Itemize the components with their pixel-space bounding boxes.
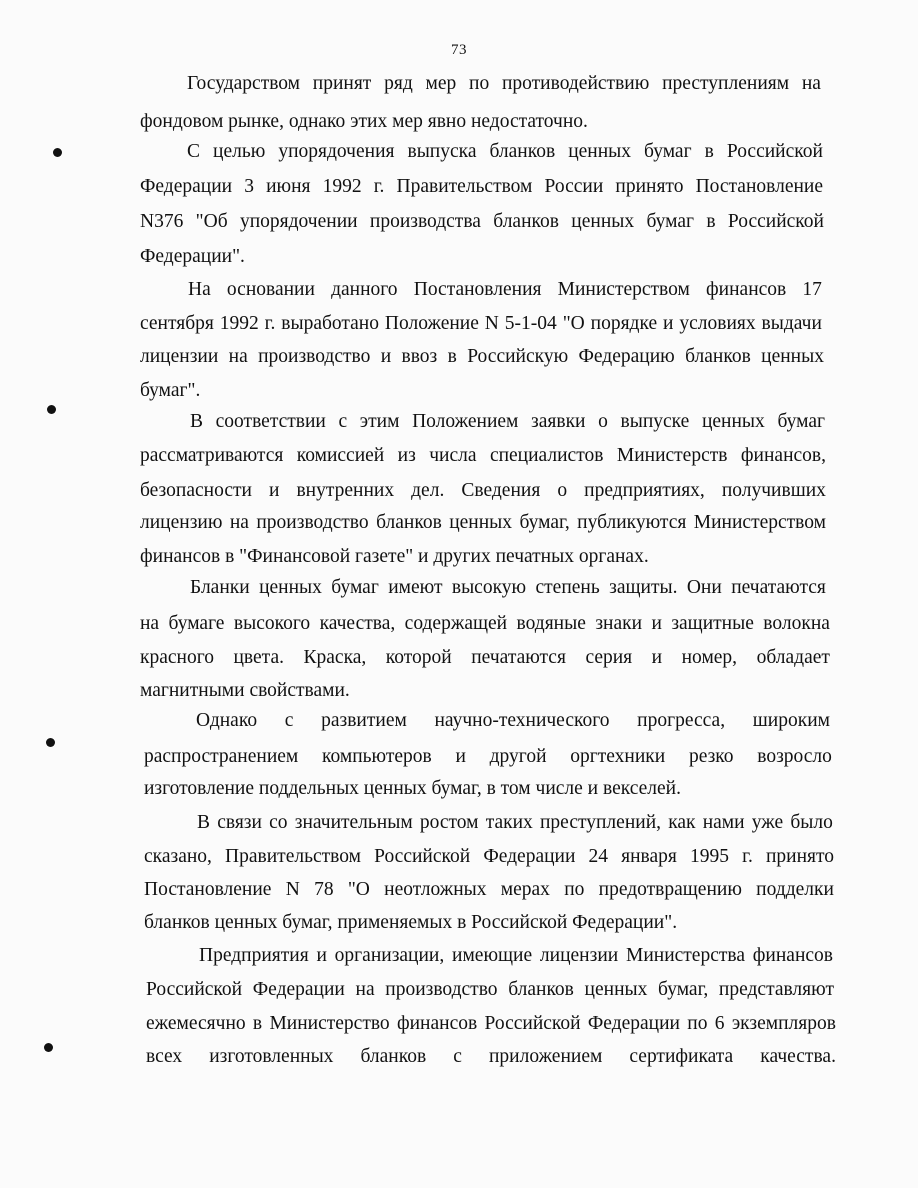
- word: Министерство: [269, 1013, 390, 1034]
- word: было: [790, 812, 833, 833]
- word: финансов: [706, 279, 787, 300]
- word: имеющие: [452, 945, 533, 966]
- word: получивших: [721, 480, 826, 501]
- word: с: [284, 710, 294, 731]
- word: Государством: [187, 73, 301, 94]
- text-line: [140, 612, 830, 636]
- word: ценных: [571, 211, 635, 232]
- text-line: [140, 511, 826, 535]
- word: оргтехники: [570, 746, 666, 767]
- word: качества,: [319, 613, 396, 634]
- word: финансов,: [740, 445, 826, 466]
- word: 1992: [219, 313, 259, 334]
- word: публикуются: [577, 512, 687, 533]
- word: лицензии: [539, 945, 619, 966]
- word: ценных: [568, 141, 632, 162]
- word: возросло: [757, 746, 832, 767]
- text-line: изготовление поддельных ценных бумаг, в том числе и векселей.: [144, 778, 681, 799]
- text-line: [196, 709, 830, 733]
- word: Федерации: [587, 1013, 680, 1034]
- word: и: [663, 313, 674, 334]
- word: данного: [331, 279, 398, 300]
- text-line: [199, 944, 833, 968]
- word: всех: [146, 1046, 183, 1067]
- text-line: [140, 312, 822, 336]
- word: "О: [347, 879, 370, 900]
- word: комиссией: [296, 445, 385, 466]
- word: "Об: [195, 211, 228, 232]
- word: Российской: [484, 1013, 581, 1034]
- word: печатаются: [731, 577, 826, 598]
- word: N376: [140, 211, 184, 232]
- page-number: 73: [451, 42, 467, 58]
- word: преступлений,: [540, 812, 661, 833]
- word: качества.: [760, 1046, 836, 1067]
- word: ценных: [584, 979, 648, 1000]
- word: бланков: [508, 979, 574, 1000]
- word: ввоз: [401, 346, 438, 367]
- word: июня: [266, 176, 311, 197]
- word: лицензии: [140, 346, 219, 367]
- text-line: бумаг".: [140, 380, 201, 401]
- word: и: [380, 346, 392, 367]
- word: Постановление: [144, 879, 272, 900]
- text-line: бланков ценных бумаг, применяемых в Российской Федерации".: [144, 912, 678, 933]
- word: N: [285, 879, 300, 900]
- word: бумаг: [644, 141, 692, 162]
- word: на: [140, 613, 160, 634]
- word: бумаг,: [658, 979, 709, 1000]
- word: Федерацию: [578, 346, 675, 367]
- word: на: [801, 73, 821, 94]
- word: цвета.: [233, 647, 284, 668]
- word: и: [268, 480, 280, 501]
- word: России: [544, 176, 604, 197]
- word: выдачи: [761, 313, 822, 334]
- word: Положение: [384, 313, 479, 334]
- word: 5-1-04: [504, 313, 557, 334]
- word: бланков: [685, 346, 751, 367]
- word: Министерством: [693, 512, 826, 533]
- word: ценных: [449, 512, 513, 533]
- word: на: [228, 346, 248, 367]
- word: преступлениям: [662, 73, 790, 94]
- text-line: [140, 444, 826, 468]
- word: бумаг: [646, 211, 694, 232]
- word: значительным: [294, 812, 413, 833]
- word: распространением: [144, 746, 299, 767]
- word: заявки: [531, 411, 586, 432]
- word: специалистов: [489, 445, 604, 466]
- word: упорядочения: [278, 141, 395, 162]
- word: ценных: [761, 346, 824, 367]
- word: принято: [615, 176, 684, 197]
- word: из: [397, 445, 416, 466]
- word: предприятиях,: [584, 480, 705, 501]
- word: прогресса,: [637, 710, 726, 731]
- word: выпуске: [620, 411, 690, 432]
- word: Федерации: [140, 176, 233, 197]
- word: и: [651, 613, 662, 634]
- word: Положением: [412, 411, 519, 432]
- word: Министерства: [625, 945, 745, 966]
- word: 17: [802, 279, 822, 300]
- text-line: [146, 978, 834, 1002]
- word: резко: [688, 746, 734, 767]
- word: имеют: [388, 577, 443, 598]
- word: подделки: [756, 879, 834, 900]
- word: представляют: [718, 979, 834, 1000]
- margin-bullet: [44, 1043, 53, 1052]
- word: как: [668, 812, 696, 833]
- text-line: магнитными свойствами.: [140, 680, 350, 701]
- word: в: [447, 346, 457, 367]
- word: Постановления: [413, 279, 542, 300]
- word: 24: [588, 846, 609, 867]
- word: неотложных: [384, 879, 487, 900]
- word: бланков: [360, 1046, 427, 1067]
- word: лицензию: [140, 512, 223, 533]
- word: защитные: [671, 613, 754, 634]
- margin-bullet: [53, 148, 62, 157]
- word: связи: [217, 812, 262, 833]
- word: содержащей: [404, 613, 508, 634]
- word: водяные: [516, 613, 586, 634]
- word: противодействию: [501, 73, 650, 94]
- word: компьютеров: [322, 746, 432, 767]
- word: Правительством: [396, 176, 533, 197]
- word: мер: [425, 73, 457, 94]
- text-line: Федерации".: [140, 246, 245, 267]
- word: бланков: [376, 512, 442, 533]
- word: Российской: [726, 141, 823, 162]
- text-line: [140, 345, 824, 369]
- word: г.: [373, 176, 385, 197]
- word: целью: [213, 141, 266, 162]
- word: этим: [359, 411, 400, 432]
- text-line: [190, 576, 826, 600]
- word: Министерств: [616, 445, 728, 466]
- word: знаки: [595, 613, 643, 634]
- word: с: [453, 1046, 462, 1067]
- word: в: [706, 211, 716, 232]
- word: Краска,: [303, 647, 367, 668]
- word: уже: [751, 812, 784, 833]
- text-line: [144, 878, 834, 902]
- word: Бланки: [190, 577, 250, 598]
- word: Российской: [727, 211, 824, 232]
- word: предотвращению: [598, 879, 742, 900]
- word: Федерации: [252, 979, 345, 1000]
- word: финансов: [752, 945, 833, 966]
- word: ценных: [259, 577, 322, 598]
- word: в: [704, 141, 714, 162]
- word: выпуска: [407, 141, 477, 162]
- word: по: [687, 1013, 708, 1034]
- word: соответствии: [215, 411, 326, 432]
- word: Российскую: [467, 346, 569, 367]
- margin-bullet: [47, 405, 56, 414]
- word: ростом: [419, 812, 479, 833]
- word: экземпляров: [731, 1013, 836, 1034]
- word: В: [190, 411, 204, 432]
- word: ряд: [384, 73, 413, 94]
- word: условиях: [679, 313, 756, 334]
- word: высокого: [233, 613, 311, 634]
- word: 78: [314, 879, 334, 900]
- text-line: [144, 745, 832, 769]
- text-line: [187, 72, 821, 96]
- word: серия: [585, 647, 633, 668]
- word: Правительством: [225, 846, 361, 867]
- word: основании: [226, 279, 315, 300]
- word: с: [338, 411, 348, 432]
- word: бумаг: [331, 577, 379, 598]
- word: 1992: [322, 176, 362, 197]
- word: приложением: [488, 1046, 603, 1067]
- word: широким: [752, 710, 830, 731]
- word: Сведения: [461, 480, 541, 501]
- word: организации,: [334, 945, 445, 966]
- word: бланков: [489, 141, 556, 162]
- word: дел.: [411, 480, 445, 501]
- word: N: [484, 313, 499, 334]
- text-line: [140, 210, 824, 234]
- word: бумаг,: [519, 512, 570, 533]
- word: таких: [485, 812, 533, 833]
- word: мерах: [500, 879, 550, 900]
- word: Постановление: [695, 176, 823, 197]
- word: финансов: [396, 1013, 478, 1034]
- word: безопасности: [140, 480, 252, 501]
- word: на: [229, 512, 249, 533]
- word: В: [197, 812, 211, 833]
- word: "О: [562, 313, 585, 334]
- word: сказано,: [144, 846, 212, 867]
- word: Министерством: [557, 279, 690, 300]
- word: бланков: [493, 211, 559, 232]
- text-line: [140, 175, 823, 199]
- text-line: [146, 1012, 836, 1036]
- word: сертификата: [629, 1046, 734, 1067]
- word: производство: [258, 346, 371, 367]
- margin-bullet: [46, 738, 55, 747]
- word: развитием: [321, 710, 407, 731]
- text-line: [144, 845, 834, 869]
- word: по: [469, 73, 490, 94]
- word: принято: [765, 846, 834, 867]
- word: сентября: [140, 313, 214, 334]
- word: о: [598, 411, 608, 432]
- word: упорядочении: [239, 211, 358, 232]
- word: порядке: [590, 313, 658, 334]
- word: которой: [385, 647, 452, 668]
- word: ежемесячно: [146, 1013, 246, 1034]
- word: красного: [140, 647, 214, 668]
- text-line: [197, 811, 833, 835]
- word: рассматриваются: [140, 445, 284, 466]
- word: ценных: [701, 411, 765, 432]
- word: и: [455, 746, 466, 767]
- word: высокую: [451, 577, 527, 598]
- text-line: [140, 646, 830, 670]
- text-line: [190, 410, 825, 434]
- word: производство: [256, 512, 369, 533]
- word: в: [252, 1013, 263, 1034]
- word: научно-технического: [434, 710, 610, 731]
- word: Российской: [374, 846, 471, 867]
- word: С: [187, 141, 201, 162]
- word: и: [316, 945, 327, 966]
- word: защиты.: [609, 577, 678, 598]
- word: Федерации: [483, 846, 576, 867]
- word: Российской: [146, 979, 243, 1000]
- word: января: [621, 846, 677, 867]
- word: о: [557, 480, 568, 501]
- word: принят: [312, 73, 372, 94]
- word: Предприятия: [199, 945, 309, 966]
- word: 1995: [690, 846, 730, 867]
- word: обладает: [756, 647, 830, 668]
- word: бумаг: [777, 411, 825, 432]
- word: производства: [369, 211, 481, 232]
- text-line: [188, 278, 822, 302]
- word: другой: [489, 746, 547, 767]
- word: г.: [742, 846, 753, 867]
- word: изготовленных: [209, 1046, 334, 1067]
- text-line: [140, 479, 826, 503]
- word: по: [564, 879, 585, 900]
- word: 6: [714, 1013, 725, 1034]
- word: со: [269, 812, 288, 833]
- text-line: фондовом рынке, однако этих мер явно недостаточно.: [140, 111, 588, 132]
- word: Однако: [196, 710, 258, 731]
- word: выработано: [281, 313, 379, 334]
- word: волокна: [763, 613, 830, 634]
- word: и: [651, 647, 663, 668]
- text-line: [146, 1045, 836, 1069]
- word: Они: [686, 577, 722, 598]
- word: числа: [429, 445, 477, 466]
- text-line: финансов в "Финансовой газете" и других печатных органах.: [140, 546, 649, 567]
- word: на: [355, 979, 375, 1000]
- word: печатаются: [471, 647, 566, 668]
- word: г.: [264, 313, 276, 334]
- word: внутренних: [296, 480, 395, 501]
- word: нами: [702, 812, 745, 833]
- word: производство: [385, 979, 498, 1000]
- word: бумаге: [168, 613, 225, 634]
- word: номер,: [681, 647, 738, 668]
- word: степень: [535, 577, 600, 598]
- word: На: [188, 279, 211, 300]
- text-line: [187, 140, 823, 164]
- word: 3: [244, 176, 254, 197]
